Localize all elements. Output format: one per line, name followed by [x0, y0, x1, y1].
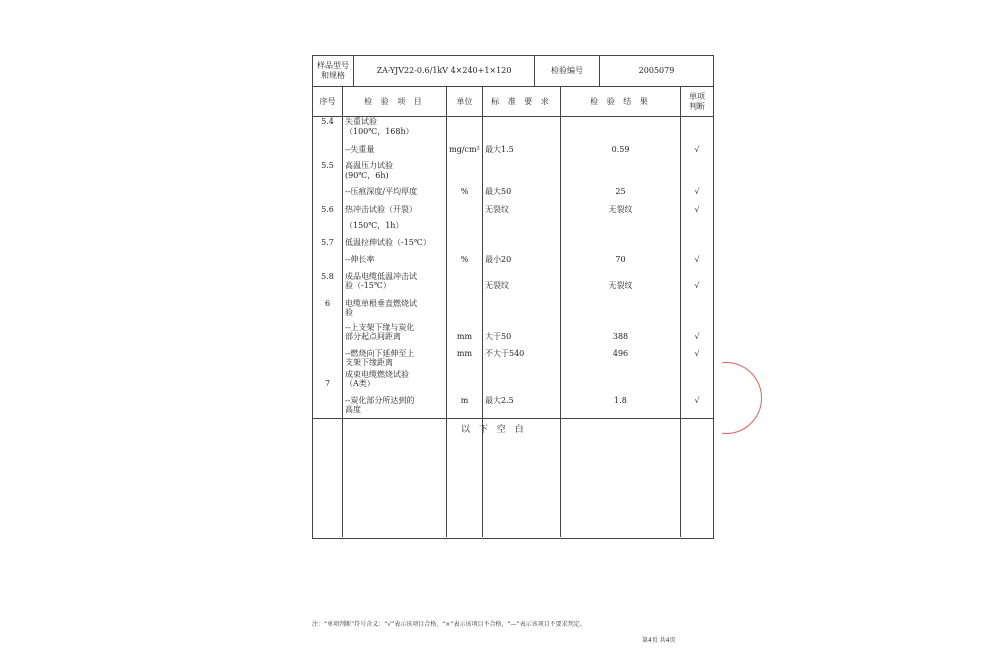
- row-number: 5.7: [321, 238, 334, 247]
- row-item: --炭化部分所达到的: [345, 396, 415, 405]
- col-header-no: 序号: [319, 96, 336, 106]
- sample-label: 样品型号 和规格: [317, 61, 349, 80]
- col-header-item: 检 验 项 目: [364, 96, 425, 106]
- row-unit: mm: [456, 332, 473, 341]
- end-of-table-note: 以 下 空 白: [461, 425, 527, 435]
- row-judgement: √: [694, 396, 700, 405]
- row-judgement: √: [694, 187, 700, 196]
- row-requirement: 最大2.5: [485, 396, 514, 405]
- row-item: --燃烧向下延伸至上: [345, 349, 415, 358]
- row-judgement: √: [694, 332, 700, 341]
- row-number: 5.5: [321, 161, 334, 170]
- row-item: --伸长率: [345, 255, 375, 264]
- row-judgement: √: [694, 281, 700, 290]
- row-item: （A类）: [345, 379, 375, 388]
- row-requirement: 最大1.5: [485, 145, 514, 154]
- row-item: 失重试验: [345, 117, 377, 126]
- row-item: 热冲击试验（开裂）: [345, 205, 417, 214]
- row-item: 支架下缘距离: [345, 358, 393, 367]
- row-judgement: √: [694, 205, 700, 214]
- row-number: 7: [324, 379, 331, 388]
- row-number: 5.8: [321, 272, 334, 281]
- col-header-unit: 单位: [456, 96, 473, 106]
- row-number: 5.4: [321, 117, 334, 126]
- row-result: 无裂纹: [608, 205, 633, 214]
- row-requirement: 无裂纹: [485, 281, 509, 290]
- row-result: 1.8: [614, 396, 627, 405]
- row-item: 低温拉伸试验（-15℃）: [345, 238, 431, 247]
- row-requirement: 无裂纹: [485, 205, 509, 214]
- row-result: 496: [612, 349, 629, 358]
- row-requirement: 最大50: [485, 187, 512, 196]
- col-header-judgement: 单项 判断: [689, 91, 705, 111]
- row-unit: m: [460, 396, 469, 405]
- row-item: 验: [345, 308, 353, 317]
- row-judgement: √: [694, 349, 700, 358]
- row-number: 5.6: [321, 205, 334, 214]
- row-requirement: 大于50: [485, 332, 512, 341]
- row-unit: mm: [456, 349, 473, 358]
- row-item: --上支架下缘与炭化: [345, 323, 415, 332]
- sample-value: ZA-YJV22-0.6/1kV 4×240+1×120: [376, 66, 512, 75]
- row-result: 0.59: [611, 145, 630, 154]
- col-header-result: 检 验 结 果: [590, 96, 651, 106]
- row-item: --压痕深度/平均厚度: [345, 187, 418, 196]
- report-number-value: 2005079: [638, 66, 675, 75]
- row-item: 高度: [345, 405, 361, 414]
- row-item: 电缆单根垂直燃烧试: [345, 299, 417, 308]
- row-item: 成品电缆低温冲击试: [345, 272, 417, 281]
- footnote: 注：“单项判断”符号含义：“√”表示该项目合格，“×”表示该项目不合格，“—”表示该项目不要求判定。: [312, 621, 586, 628]
- row-requirement: 不大于540: [485, 349, 525, 358]
- row-item: （150℃，1h）: [345, 221, 404, 230]
- row-judgement: √: [694, 145, 700, 154]
- row-number: 6: [324, 299, 331, 308]
- row-item: (90℃，6h): [345, 171, 389, 180]
- row-judgement: √: [694, 255, 700, 264]
- row-unit: %: [460, 187, 469, 196]
- row-result: 无裂纹: [608, 281, 633, 290]
- row-result: 70: [615, 255, 626, 264]
- report-number-label: 检验编号: [551, 66, 583, 75]
- row-item: 成束电缆燃烧试验: [345, 370, 409, 379]
- row-item: 部分起点间距离: [345, 332, 401, 341]
- row-requirement: 最小20: [485, 255, 512, 264]
- row-item: --失重量: [345, 145, 375, 154]
- page-number: 第4页 共4页: [642, 637, 676, 644]
- test-results-table: [312, 87, 714, 539]
- col-header-requirement: 标 准 要 求: [491, 96, 552, 106]
- sample-header: [312, 55, 714, 87]
- row-result: 388: [612, 332, 629, 341]
- row-unit: %: [460, 255, 469, 264]
- row-item: 验（-15℃）: [345, 281, 391, 290]
- row-unit: mg/cm²: [449, 145, 480, 154]
- row-item: （100℃，168h）: [345, 127, 414, 136]
- row-result: 25: [615, 187, 626, 196]
- row-item: 高温压力试验: [345, 161, 393, 170]
